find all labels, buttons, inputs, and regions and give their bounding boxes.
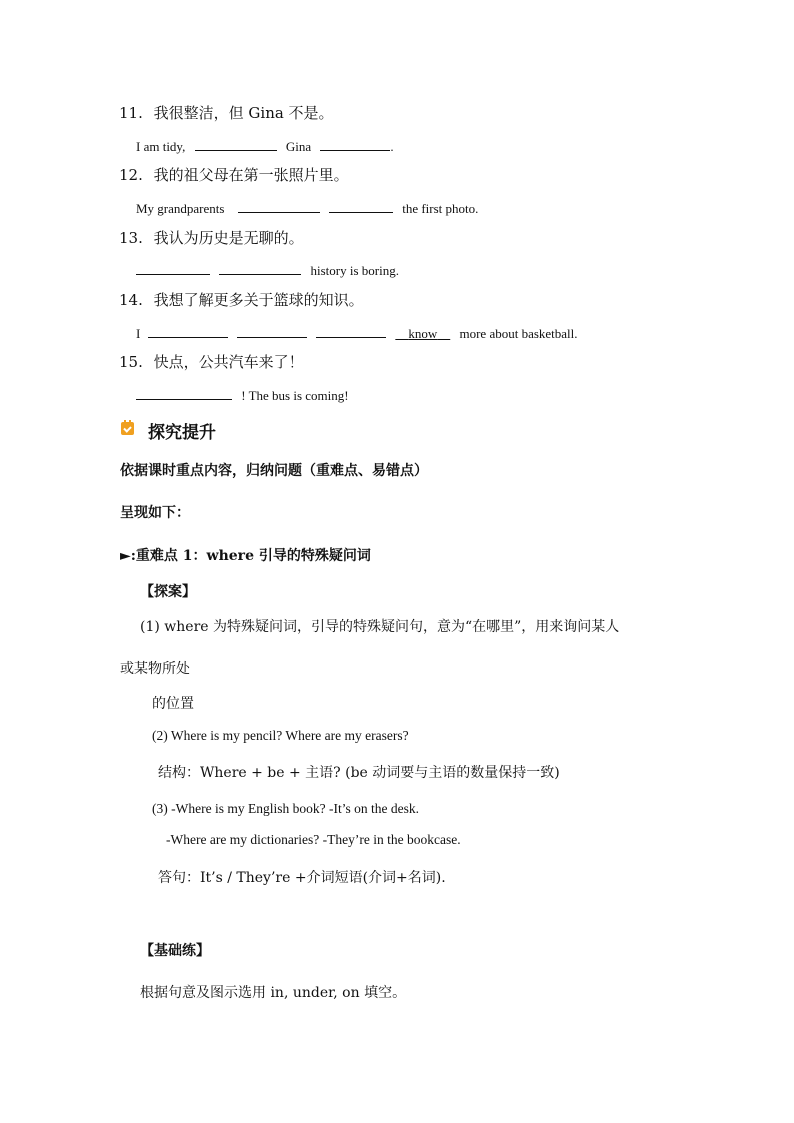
item-text: 我很整洁，但 Gina 不是。 — [153, 104, 334, 122]
item-11-chinese — [119, 102, 334, 123]
answer-blank[interactable] — [195, 136, 277, 151]
answer-blank[interactable] — [136, 385, 232, 400]
filled-answer: know — [408, 326, 438, 341]
item-text: 我的祖父母在第一张照片里。 — [153, 166, 349, 184]
sentence-part: ! The bus is coming! — [241, 388, 349, 403]
explanation-line: (1) where 为特殊疑问词，引导的特殊疑问句，意为“在哪里”，用来询问某人 — [140, 619, 620, 635]
answer-blank[interactable] — [316, 323, 386, 338]
example-dialog-2: -Where are my dictionaries? -They’re in the bookcase. — [166, 832, 461, 847]
item-12-english — [136, 198, 478, 217]
answer-blank[interactable] — [136, 260, 210, 275]
item-14-chinese — [119, 289, 364, 310]
answer-blank[interactable] — [148, 323, 228, 338]
structure-line: 结构：Where + be + 主语? (be 动词要与主语的数量保持一致) — [158, 765, 560, 781]
sentence-part: I — [136, 326, 141, 341]
example-dialog-1: (3) -Where is my English book? -It’s on the desk. — [152, 801, 419, 816]
practice-instruction: 根据句意及图示选用 in, under, on 填空。 — [140, 985, 407, 1001]
basic-practice-label: 【基础练】 — [140, 943, 210, 959]
answer-pattern: 答句：It’s / They’re +介词短语(介词+名词). — [158, 870, 446, 886]
item-14-english — [136, 323, 578, 342]
answer-blank[interactable] — [329, 198, 393, 213]
sentence-end: . — [390, 139, 394, 154]
section-subtitle: 依据课时重点内容，归纳问题（重难点、易错点） — [120, 463, 428, 479]
answer-blank[interactable] — [219, 260, 301, 275]
answer-blank[interactable] — [320, 136, 390, 151]
item-number: 15. — [119, 353, 143, 371]
section-subtitle-2: 呈现如下： — [120, 505, 190, 521]
explore-label: 【探案】 — [140, 584, 196, 600]
item-12-chinese — [119, 164, 349, 185]
item-15-chinese — [119, 351, 304, 372]
key-point-heading: ►:重难点 1：where 引导的特殊疑问词 — [120, 548, 371, 564]
item-number: 14. — [119, 291, 143, 309]
sentence-part: the first photo. — [402, 201, 479, 216]
calendar-check-icon — [121, 422, 134, 435]
item-number: 13. — [119, 229, 143, 247]
answer-blank[interactable] — [237, 323, 307, 338]
explanation-line: 或某物所处 — [120, 661, 190, 677]
item-11-english — [136, 136, 394, 155]
sentence-part: more about basketball. — [459, 326, 578, 341]
sentence-part: history is boring. — [310, 263, 399, 278]
explanation-line: 的位置 — [152, 696, 194, 712]
sentence-part: I am tidy, — [136, 139, 186, 154]
answer-blank[interactable] — [238, 198, 320, 213]
item-13-english — [136, 260, 399, 279]
item-text: 我想了解更多关于篮球的知识。 — [153, 291, 364, 309]
item-text: 我认为历史是无聊的。 — [153, 229, 304, 247]
item-number: 12. — [119, 166, 143, 184]
sentence-part: Gina — [285, 139, 312, 154]
section-title: 探究提升 — [148, 423, 216, 443]
sentence-part: My grandparents — [136, 201, 225, 216]
example-sentences: (2) Where is my pencil? Where are my erasers? — [152, 728, 409, 743]
item-number: 11. — [119, 104, 143, 122]
item-13-chinese — [119, 227, 304, 248]
item-15-english — [136, 385, 349, 404]
item-text: 快点，公共汽车来了！ — [153, 353, 304, 371]
